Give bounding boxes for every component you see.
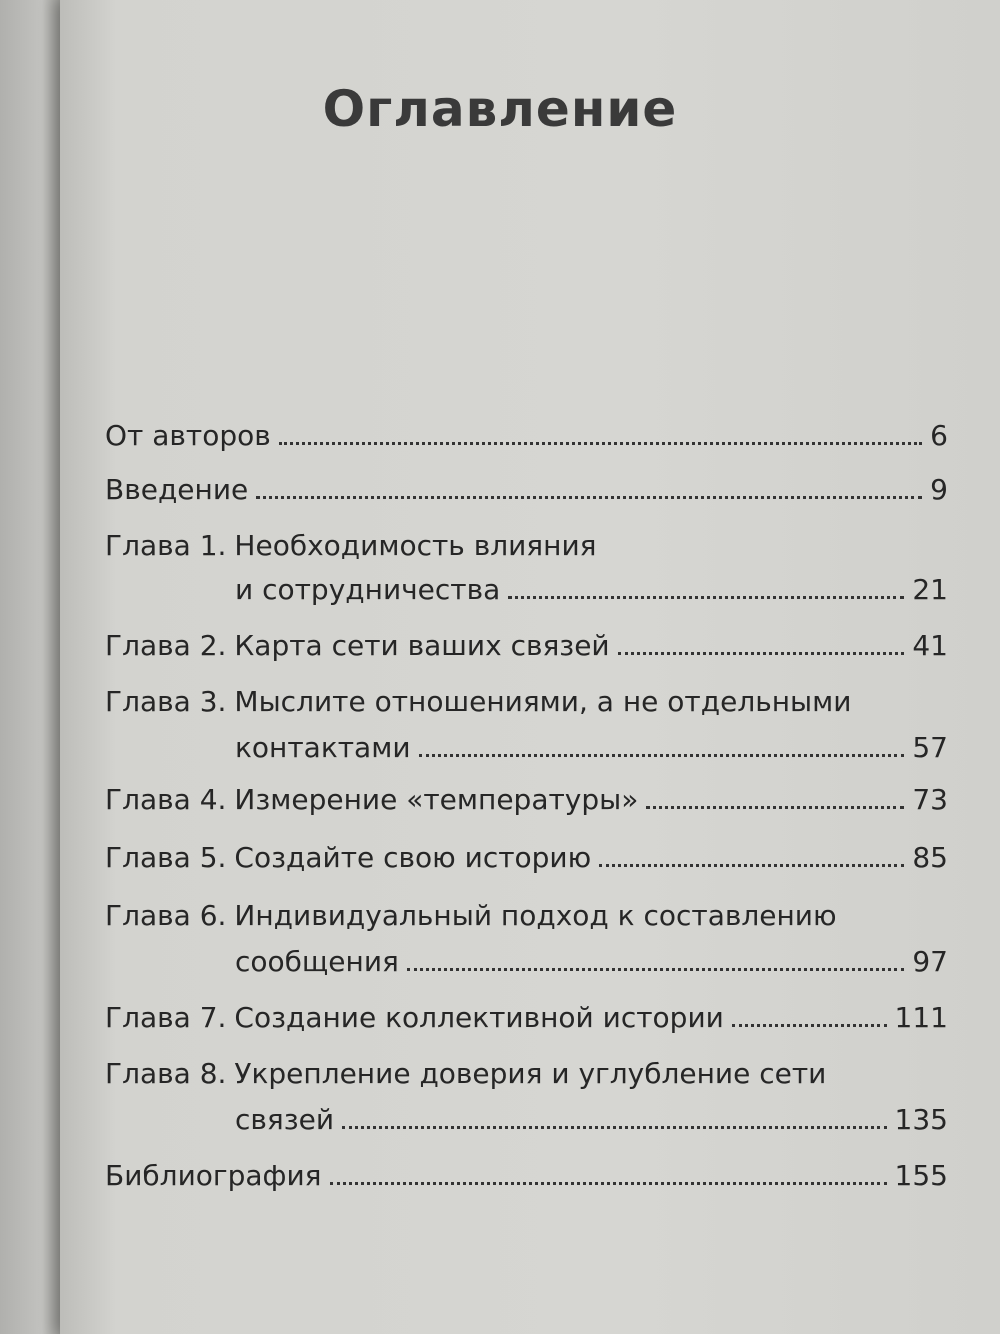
- toc-entry-introduction: [105, 472, 948, 508]
- toc-page-number: 135: [894, 1103, 948, 1136]
- toc-chapter-number: Глава 1.: [105, 529, 227, 562]
- toc-entry-label: Библиография: [105, 1159, 322, 1192]
- dot-leader: [646, 806, 904, 809]
- toc-page-number: 6: [930, 419, 948, 452]
- toc-chapter-title: Карта сети ваших связей: [234, 629, 610, 662]
- toc-entry-chapter-3-cont: [235, 730, 948, 766]
- toc-entry-label: От авторов: [105, 419, 271, 452]
- toc-page-number: 97: [912, 945, 948, 978]
- dot-leader: [732, 1024, 887, 1027]
- toc-chapter-title: Создайте свою историю: [234, 841, 592, 874]
- toc-page-number: 85: [912, 841, 948, 874]
- toc-chapter-title: Индивидуальный подход к составлению: [234, 899, 837, 932]
- toc-entry-authors: [105, 418, 948, 454]
- toc-entry-chapter-3: [105, 684, 948, 720]
- toc-chapter-number: Глава 6.: [105, 899, 227, 932]
- previous-page-edge: [0, 0, 60, 1334]
- toc-entry-chapter-5: [105, 840, 948, 876]
- toc-chapter-number: Глава 2.: [105, 629, 227, 662]
- toc-chapter-title: Измерение «температуры»: [234, 783, 639, 816]
- dot-leader: [407, 968, 904, 971]
- toc-chapter-title-cont: сообщения: [235, 945, 399, 978]
- toc-entry-label: Введение: [105, 473, 249, 506]
- toc-chapter-title: Укрепление доверия и углубление сети: [234, 1057, 827, 1090]
- toc-chapter-title: Необходимость влияния: [234, 529, 597, 562]
- toc-chapter-title-cont: и сотрудничества: [235, 573, 501, 606]
- toc-page-number: 57: [912, 731, 948, 764]
- toc-entry-chapter-1: [105, 528, 948, 564]
- toc-chapter-title-cont: связей: [235, 1103, 335, 1136]
- toc-page-number: 111: [894, 1001, 948, 1034]
- toc-page-number: 21: [912, 573, 948, 606]
- toc-entry-chapter-8: [105, 1056, 948, 1092]
- toc-entry-bibliography: [105, 1158, 948, 1194]
- toc-entry-chapter-4: [105, 782, 948, 818]
- toc-chapter-title-cont: контактами: [235, 731, 411, 764]
- toc-chapter-number: Глава 8.: [105, 1057, 227, 1090]
- dot-leader: [279, 442, 922, 445]
- toc-page-number: 73: [912, 783, 948, 816]
- dot-leader: [330, 1182, 887, 1185]
- toc-entry-chapter-1-cont: [235, 572, 948, 608]
- toc-chapter-number: Глава 7.: [105, 1001, 227, 1034]
- toc-entry-chapter-2: [105, 628, 948, 664]
- toc-entry-chapter-6-cont: [235, 944, 948, 980]
- dot-leader: [618, 652, 905, 655]
- page-title: Оглавление: [322, 80, 678, 138]
- toc-page-number: 41: [912, 629, 948, 662]
- toc-chapter-title: Создание коллективной истории: [234, 1001, 724, 1034]
- toc-entry-chapter-6: [105, 898, 948, 934]
- toc-entry-chapter-7: [105, 1000, 948, 1036]
- dot-leader: [256, 496, 922, 499]
- toc-chapter-number: Глава 4.: [105, 783, 227, 816]
- toc-entry-chapter-8-cont: [235, 1102, 948, 1138]
- toc-chapter-number: Глава 3.: [105, 685, 227, 718]
- dot-leader: [342, 1126, 886, 1129]
- toc-chapter-title: Мыслите отношениями, а не отдельными: [234, 685, 852, 718]
- toc-chapter-number: Глава 5.: [105, 841, 227, 874]
- toc-page-number: 9: [930, 473, 948, 506]
- dot-leader: [599, 864, 904, 867]
- dot-leader: [508, 596, 904, 599]
- dot-leader: [419, 754, 905, 757]
- toc-page-number: 155: [894, 1159, 948, 1192]
